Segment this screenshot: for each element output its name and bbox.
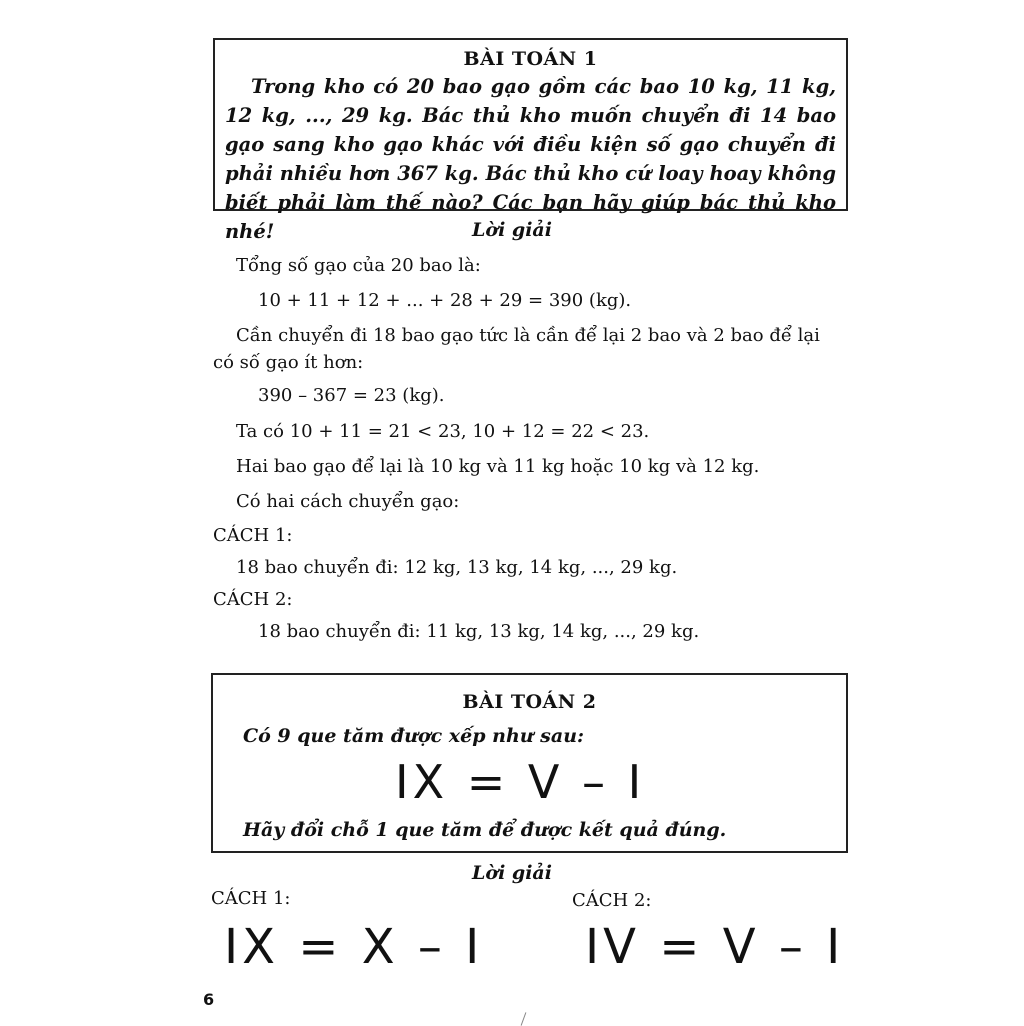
solution-1-line: 390 – 367 = 23 (kg). (258, 385, 445, 406)
page-number: 6 (203, 990, 215, 1009)
problem-2-title: BÀI TOÁN 2 (462, 691, 597, 713)
solution-1-line: CÁCH 1: (213, 525, 293, 546)
way-1-equation: IX = X – I (224, 919, 484, 975)
problem-2-intro: Có 9 que tăm được xếp như sau: (243, 725, 585, 747)
solution-1-line: 18 bao chuyển đi: 12 kg, 13 kg, 14 kg, ..., 29 kg. (236, 557, 678, 578)
problem-1-title: BÀI TOÁN 1 (463, 48, 598, 70)
solution-1-line: có số gạo ít hơn: (213, 352, 364, 373)
way-2-label: CÁCH 2: (572, 890, 652, 911)
solution-1-line: 10 + 11 + 12 + ... + 28 + 29 = 390 (kg). (258, 290, 632, 311)
problem-1-statement: Trong kho có 20 bao gạo gồm các bao 10 kg, 11 kg, 12 kg, ..., 29 kg. Bác thủ kho muốn chuyển đi 14 bao gạo sang kho gạo khác với điều kiện số gạo chuyển đi phải nhiều hơn 367 kg. Bác thủ kho cứ loay hoay không biết phải làm thế nào? Các bạn hãy giúp bác thủ kho nhé! (225, 75, 836, 243)
problem-2-task: Hãy đổi chỗ 1 que tăm để được kết quả đúng. (243, 819, 727, 841)
solution-1-line: 18 bao chuyển đi: 11 kg, 13 kg, 14 kg, ..., 29 kg. (258, 621, 700, 642)
problem-2-equation: IX = V – I (395, 755, 646, 809)
solution-1-heading: Lời giải (472, 219, 552, 241)
way-1-label: CÁCH 1: (211, 888, 291, 909)
solution-1-line: Hai bao gạo để lại là 10 kg và 11 kg hoặc 10 kg và 12 kg. (236, 456, 760, 477)
solution-1-line: CÁCH 2: (213, 589, 293, 610)
solution-1-line: Cần chuyển đi 18 bao gạo tức là cần để lại 2 bao và 2 bao để lại (236, 325, 820, 346)
solution-1-line: Ta có 10 + 11 = 21 < 23, 10 + 12 = 22 < 23. (236, 421, 650, 442)
solution-2-heading: Lời giải (472, 862, 552, 884)
solution-1-line: Có hai cách chuyển gạo: (236, 491, 460, 512)
solution-1-line: Tổng số gạo của 20 bao là: (236, 255, 481, 276)
way-2-equation: IV = V – I (585, 919, 845, 975)
